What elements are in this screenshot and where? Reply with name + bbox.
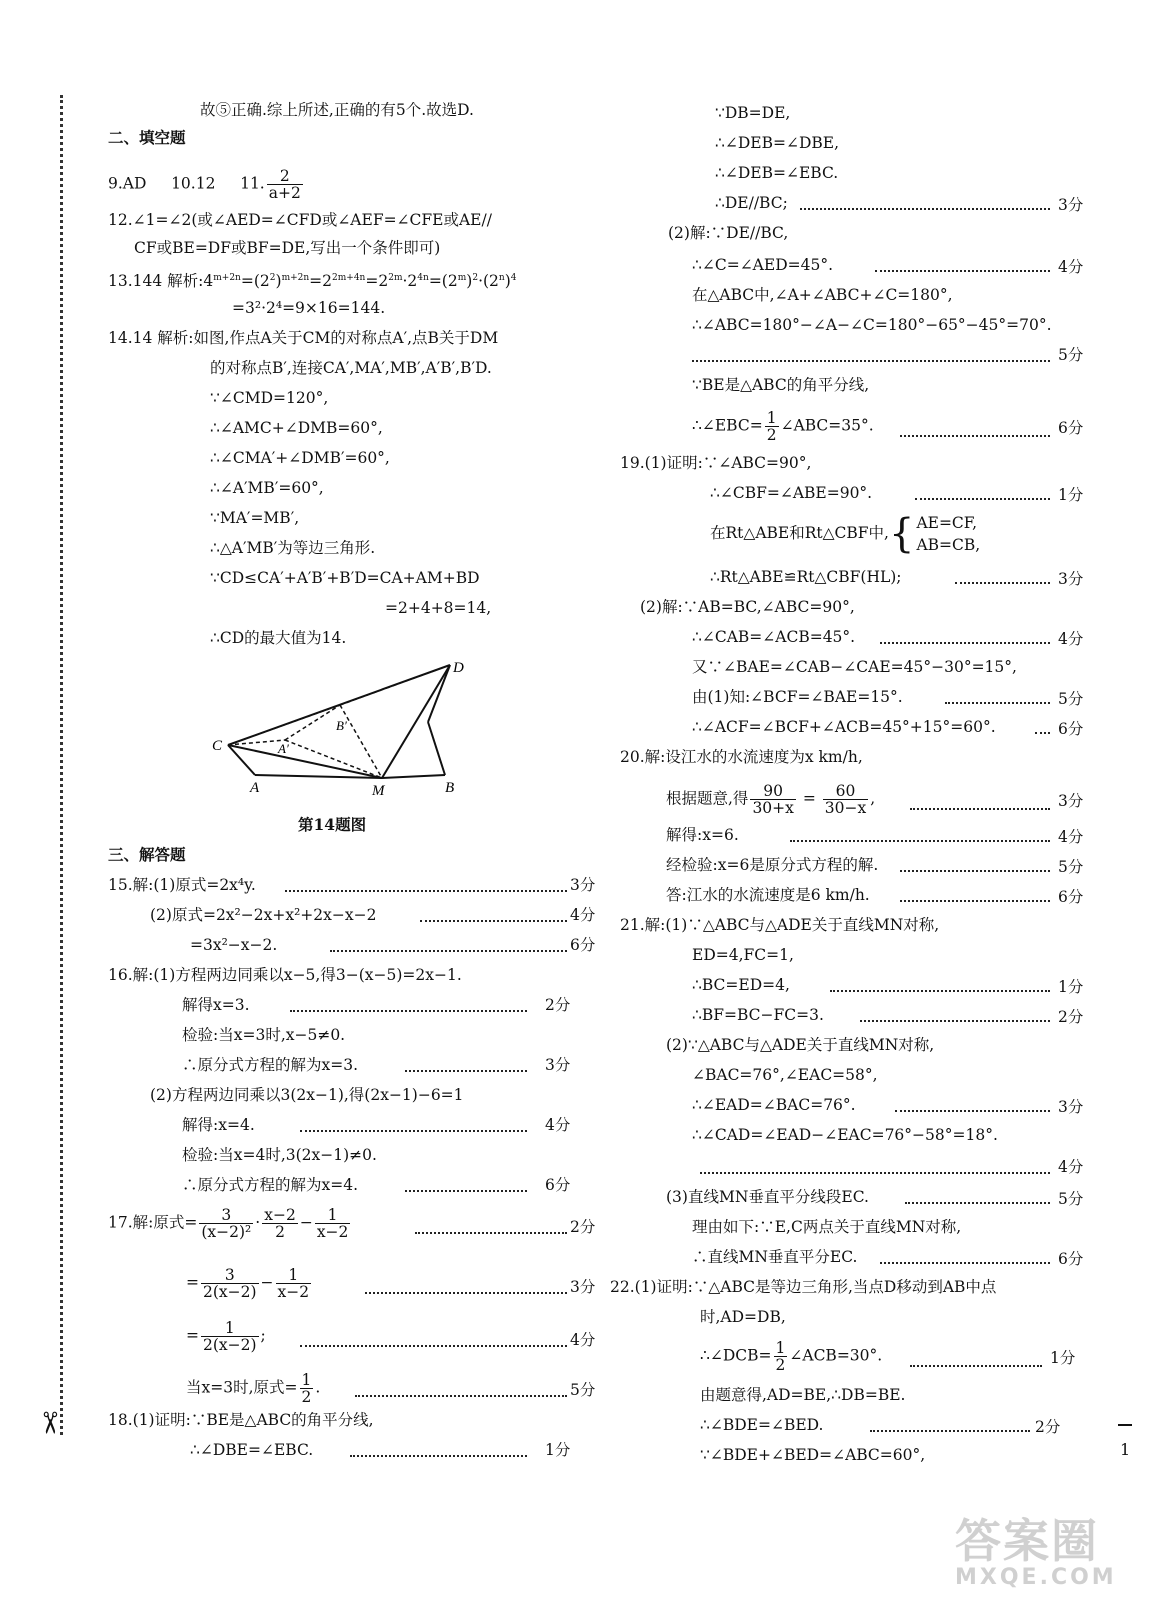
fraction (262, 1207, 298, 1240)
leader-dots (300, 1120, 527, 1132)
text-line: ∴∠AMC+∠DMB=60°, (210, 419, 383, 437)
text-line: ∴∠DBE=∠EBC. (190, 1441, 314, 1459)
text-line: ∴BC=ED=4, (692, 976, 790, 994)
q13-part: ) (275, 272, 282, 291)
score: 1分 (1058, 486, 1084, 504)
fraction (750, 783, 795, 816)
text-line: ∴∠BDE=∠BED. (700, 1416, 824, 1434)
r11-part: ∴∠EBC= (692, 416, 763, 435)
leader-dots (880, 1252, 1050, 1264)
score: 3分 (545, 1056, 571, 1074)
label-b: B (445, 780, 455, 796)
text-line: (2)原式=2x²−2x+x²+2x−x−2 (150, 906, 377, 924)
leader-dots (700, 1162, 1050, 1174)
text-line: 12.∠1=∠2(或∠AED=∠CFD或∠AEF=∠CFE或AE// (108, 211, 492, 229)
q13-part: =2 (309, 272, 333, 291)
numerator: 60 (823, 783, 868, 800)
numerator: 3 (201, 1267, 259, 1284)
geometry-figure (200, 650, 480, 800)
score: 2分 (1058, 1008, 1084, 1026)
leader-dots (790, 830, 1050, 842)
leader-dots (290, 1000, 527, 1012)
text-line: ∵CD≤CA′+A′B′+B′D=CA+AM+BD (210, 569, 480, 587)
watermark-url: MXQE.COM (955, 1565, 1117, 1590)
leader-dots (910, 798, 1050, 810)
leader-dots (945, 692, 1050, 704)
denominator: 2 (275, 1223, 285, 1241)
score: 6分 (1058, 1250, 1084, 1268)
leader-dots (405, 1060, 527, 1072)
text-line: 的对称点B′,连接CA′,MA′,MB′,A′B′,B′D. (210, 359, 492, 377)
answer-11-label: 11. (240, 174, 265, 193)
leader-dots (365, 1282, 567, 1294)
leader-dots (285, 880, 567, 892)
answer-10: 10.12 (171, 174, 216, 193)
q13-part: ) (504, 272, 511, 291)
fraction (765, 410, 779, 443)
score: 2分 (545, 996, 571, 1014)
text-line: 在△ABC中,∠A+∠ABC+∠C=180°, (692, 286, 953, 304)
text-line: ∵BE是△ABC的角平分线, (692, 376, 870, 394)
text-line: 检验:当x=4时,3(2x−1)≠0. (182, 1146, 377, 1164)
fraction (199, 1207, 253, 1240)
q13-part: 13.144 解析:4 (108, 272, 214, 291)
label-a-prime: A′ (278, 741, 289, 756)
score: 6分 (1058, 888, 1084, 906)
text-line: ∴∠CMA′+∠DMB′=60°, (210, 449, 390, 467)
leader-dots (900, 425, 1050, 437)
fraction (201, 1267, 259, 1300)
section-heading: 三、解答题 (108, 845, 186, 864)
text-line: ∵∠BDE+∠BED=∠ABC=60°, (700, 1446, 926, 1464)
numerator: 1 (775, 1339, 786, 1357)
text-line: ∴Rt△ABE≌Rt△CBF(HL); (710, 568, 902, 586)
text-line: (3)直线MN垂直平分线段EC. (666, 1188, 869, 1206)
text-line: ∴CD的最大值为14. (210, 629, 347, 647)
q13-part: =2 (365, 272, 389, 291)
cut-line (60, 95, 63, 1435)
score: 4分 (1058, 630, 1084, 648)
exponent: 2 (472, 273, 479, 283)
figure-caption: 第14题图 (298, 815, 367, 834)
score: 5分 (570, 1381, 596, 1399)
text-line: ∠BAC=76°,∠EAC=58°, (692, 1066, 878, 1084)
score: 6分 (1058, 419, 1084, 437)
text-line: ∴∠DEB=∠DBE, (715, 134, 840, 152)
text-line: 14.14 解析:如图,作点A关于CM的对称点A′,点B关于DM (108, 329, 499, 347)
text-line: 检验:当x=3时,x−5≠0. (182, 1026, 346, 1044)
text-line: ∴△A′MB′为等边三角形. (210, 539, 376, 557)
r11-part: ∠ABC=35°. (780, 416, 874, 435)
numerator: 1 (301, 1371, 312, 1389)
q13-part: =(2 (428, 272, 458, 291)
label-d: D (453, 660, 464, 676)
text-line: ∴原分式方程的解为x=4. (182, 1176, 359, 1194)
score: 3分 (1058, 570, 1084, 588)
leader-dots (830, 980, 1050, 992)
text-line: ∴BF=BC−FC=3. (692, 1006, 824, 1024)
denominator: 2 (766, 426, 777, 444)
denominator: 2(x−2) (203, 1336, 257, 1354)
text-line (108, 268, 517, 291)
text-line: 又∵∠BAE=∠CAB−∠CAE=45°−30°=15°, (692, 658, 1017, 676)
q13-part: ·2 (402, 272, 418, 291)
numerator: 1 (276, 1267, 312, 1284)
text-line: 21.解:(1)∵△ABC与△ADE关于直线MN对称, (620, 916, 940, 934)
text-line: 19.(1)证明:∵∠ABC=90°, (620, 454, 812, 472)
score: 3分 (1058, 1098, 1084, 1116)
leader-dots (800, 198, 1050, 210)
fraction (300, 1372, 314, 1405)
denominator: x−2 (316, 1223, 349, 1241)
text-line: 时,AD=DB, (700, 1308, 786, 1326)
text-line: =2+4+8=14, (385, 599, 492, 617)
leader-dots (300, 1335, 567, 1347)
r40-part: ∠ACB=30°. (789, 1346, 883, 1365)
score: 3分 (570, 876, 596, 894)
text-line: 解得x=3. (182, 996, 250, 1014)
score: 3分 (570, 1278, 596, 1296)
q13-part: =(2 (240, 272, 270, 291)
leader-dots (330, 940, 567, 952)
r14-label: 在Rt△ABE和Rt△CBF中, (710, 524, 889, 542)
text-line: ∴∠EAD=∠BAC=76°. (692, 1096, 856, 1114)
text-line: ED=4,FC=1, (692, 946, 794, 964)
exponent: 2 (269, 273, 276, 283)
text-line: (2)解:∵DE//BC, (668, 224, 789, 242)
answer-line (108, 168, 305, 201)
text-line: ∴∠ABC=180°−∠A−∠C=180°−65°−45°=70°. (692, 316, 1052, 334)
text-line: 20.解:设江水的水流速度为x km/h, (620, 748, 863, 766)
score: 4分 (545, 1116, 571, 1134)
fraction (276, 1267, 312, 1300)
equation: AE=CF, (916, 514, 978, 532)
text-line: (2)方程两边同乘以3(2x−1),得(2x−1)−6=1 (150, 1086, 464, 1104)
score: 5分 (1058, 858, 1084, 876)
score: 6分 (1058, 720, 1084, 738)
watermark-title: 答案圈 (955, 1514, 1099, 1568)
fraction (315, 1207, 351, 1240)
text-line: ∴∠ACF=∠BCF+∠ACB=45°+15°=60°. (692, 718, 996, 736)
label-c: C (212, 738, 223, 754)
equation-system (916, 512, 980, 556)
leader-dots (915, 488, 1050, 500)
q17-label: 17.解:原式= (108, 1213, 198, 1232)
leader-dots (880, 632, 1050, 644)
q13-part: ·(2 (478, 272, 499, 291)
text-line: 理由如下:∵E,C两点关于直线MN对称, (692, 1218, 962, 1236)
text-line: ∴∠CAD=∠EAD−∠EAC=76°−58°=18°. (692, 1126, 998, 1144)
text-line: ∴直线MN垂直平分EC. (692, 1248, 858, 1266)
numerator: 2 (267, 168, 303, 185)
exponent: 4 (510, 273, 517, 283)
text-line: =3x²−x−2. (190, 936, 278, 954)
denominator: 30+x (752, 799, 794, 817)
score: 5分 (1058, 1190, 1084, 1208)
brace: { (888, 511, 915, 557)
text-line: ∴原分式方程的解为x=3. (182, 1056, 359, 1074)
text-line: 故⑤正确.综上所述,正确的有5个.故选D. (200, 101, 474, 119)
text-line: =3²·2⁴=9×16=144. (232, 299, 386, 317)
score: 2分 (1035, 1418, 1061, 1436)
exponent: m (457, 273, 467, 283)
text-line: ∴DE//BC; (715, 194, 788, 212)
watermark-logo (955, 1505, 1117, 1590)
text-line: 解得:x=6. (666, 826, 739, 844)
leader-dots (900, 890, 1050, 902)
score: 5分 (1058, 346, 1084, 364)
exponent: n (498, 273, 505, 283)
text-line: ∴∠C=∠AED=45°. (692, 256, 834, 274)
text-line: ∵MA′=MB′, (210, 509, 300, 527)
exponent: 2m (388, 273, 403, 283)
score: 4分 (1058, 258, 1084, 276)
text-line: ∴∠CBF=∠ABE=90°. (710, 484, 873, 502)
leader-dots (405, 1180, 527, 1192)
page-number: 1 (1120, 1440, 1131, 1459)
text-line: 22.(1)证明:∵△ABC是等边三角形,当点D移动到AB中点 (610, 1278, 997, 1296)
score: 2分 (570, 1218, 596, 1236)
fraction (774, 1340, 788, 1373)
score: 6分 (545, 1176, 571, 1194)
r22-label: 根据题意,得 (666, 789, 749, 808)
score: 3分 (1058, 792, 1084, 810)
leader-dots (860, 1010, 1050, 1022)
text-line: 17.解:原式= $\frac{3}{\text{(x−2)²}}$ · $\frac{x-2}{2}$ − $\frac{1}{x-2}$ (108, 1206, 349, 1241)
q13-part: ) (466, 272, 473, 291)
text-line (700, 1340, 882, 1373)
text-line: CF或BE=DF或BF=DE,写出一个条件即可) (134, 239, 441, 257)
leader-dots (955, 572, 1050, 584)
numerator: 1 (201, 1320, 259, 1337)
page-dash (1118, 1424, 1132, 1426)
leader-dots (870, 1420, 1030, 1432)
denominator: 2(x−2) (203, 1283, 257, 1301)
text-line: ∵DB=DE, (715, 104, 791, 122)
leader-dots (900, 860, 1050, 872)
label-b-prime: B′ (336, 718, 347, 733)
leader-dots (355, 1385, 567, 1397)
text-line (710, 512, 980, 556)
text-line: 18.(1)证明:∵BE是△ABC的角平分线, (108, 1411, 374, 1429)
numerator: 1 (315, 1207, 351, 1224)
fraction (201, 1320, 259, 1353)
leader-dots (350, 1445, 527, 1457)
section-heading: 二、填空题 (108, 128, 186, 147)
denominator: 2 (301, 1388, 312, 1406)
scissors-icon: ✂ (31, 1410, 67, 1436)
leader-dots (692, 350, 1050, 362)
denominator: 2 (775, 1356, 786, 1374)
denominator: a+2 (268, 184, 301, 202)
score: 4分 (1058, 828, 1084, 846)
text-line: ∴∠A′MB′=60°, (210, 479, 324, 497)
leader-dots (910, 1355, 1042, 1367)
denominator: x−2 (277, 1283, 310, 1301)
text-line: ∴∠DEB=∠EBC. (715, 164, 839, 182)
score: 4分 (570, 906, 596, 924)
denominator: 30−x (824, 799, 867, 817)
text-line: (2)解:∵AB=BC,∠ABC=90°, (640, 598, 855, 616)
leader-dots (1035, 722, 1050, 734)
text-line: = $\frac{1}{2(x-2)}$ ; (186, 1319, 266, 1354)
exponent: 2m+4n (332, 273, 366, 283)
answer-9: 9.AD (108, 174, 147, 193)
text-line: 当x=3时,原式= $\frac{1}{2}$ . (186, 1371, 321, 1406)
text-line: 由题意得,AD=BE,∴DB=BE. (700, 1386, 906, 1404)
score: 3分 (1058, 196, 1084, 214)
text-line: 根据题意,得 $\frac{90}{30+x}$ = $\frac{60}{30-x}$ , (666, 782, 876, 817)
numerator: 90 (750, 783, 795, 800)
text-line (692, 410, 874, 443)
score: 6分 (570, 936, 596, 954)
fraction (267, 168, 303, 201)
score: 4分 (570, 1331, 596, 1349)
leader-dots (415, 1222, 567, 1234)
text-line: 15.解:(1)原式=2x⁴y. (108, 876, 256, 894)
leader-dots (895, 1100, 1050, 1112)
label-m: M (372, 783, 385, 799)
r40-part: ∴∠DCB= (700, 1346, 772, 1365)
text-line: ∴∠CAB=∠ACB=45°. (692, 628, 856, 646)
leader-dots (875, 260, 1050, 272)
label-a: A (250, 780, 260, 796)
score: 1分 (1050, 1349, 1076, 1367)
denominator: (x−2)² (201, 1223, 252, 1241)
exponent: m+2n (281, 273, 310, 283)
leader-dots (905, 1192, 1050, 1204)
text-line: (2)∵△ABC与△ADE关于直线MN对称, (666, 1036, 935, 1054)
text-line: 16.解:(1)方程两边同乘以x−5,得3−(x−5)=2x−1. (108, 966, 462, 984)
fraction (823, 783, 868, 816)
leader-dots (420, 910, 567, 922)
score: 5分 (1058, 690, 1084, 708)
text-line: = $\frac{3}{2(x-2)}$ − $\frac{1}{x-2}$ (186, 1266, 310, 1301)
numerator: 3 (199, 1207, 253, 1224)
score: 1分 (545, 1441, 571, 1459)
exponent: m+2n (213, 273, 241, 283)
text-line: ∵∠CMD=120°, (210, 389, 329, 407)
score: 4分 (1058, 1158, 1084, 1176)
text-line: 经检验:x=6是原分式方程的解. (666, 856, 879, 874)
numerator: 1 (766, 409, 777, 427)
exponent: 4n (417, 273, 429, 283)
text-line: 答:江水的水流速度是6 km/h. (666, 886, 870, 904)
text-line: 由(1)知:∠BCF=∠BAE=15°. (692, 688, 903, 706)
equation: AB=CB, (916, 536, 981, 554)
score: 1分 (1058, 978, 1084, 996)
numerator: x−2 (264, 1206, 296, 1224)
q17-result-label: 当x=3时,原式= (186, 1378, 298, 1397)
text-line: 解得:x=4. (182, 1116, 255, 1134)
